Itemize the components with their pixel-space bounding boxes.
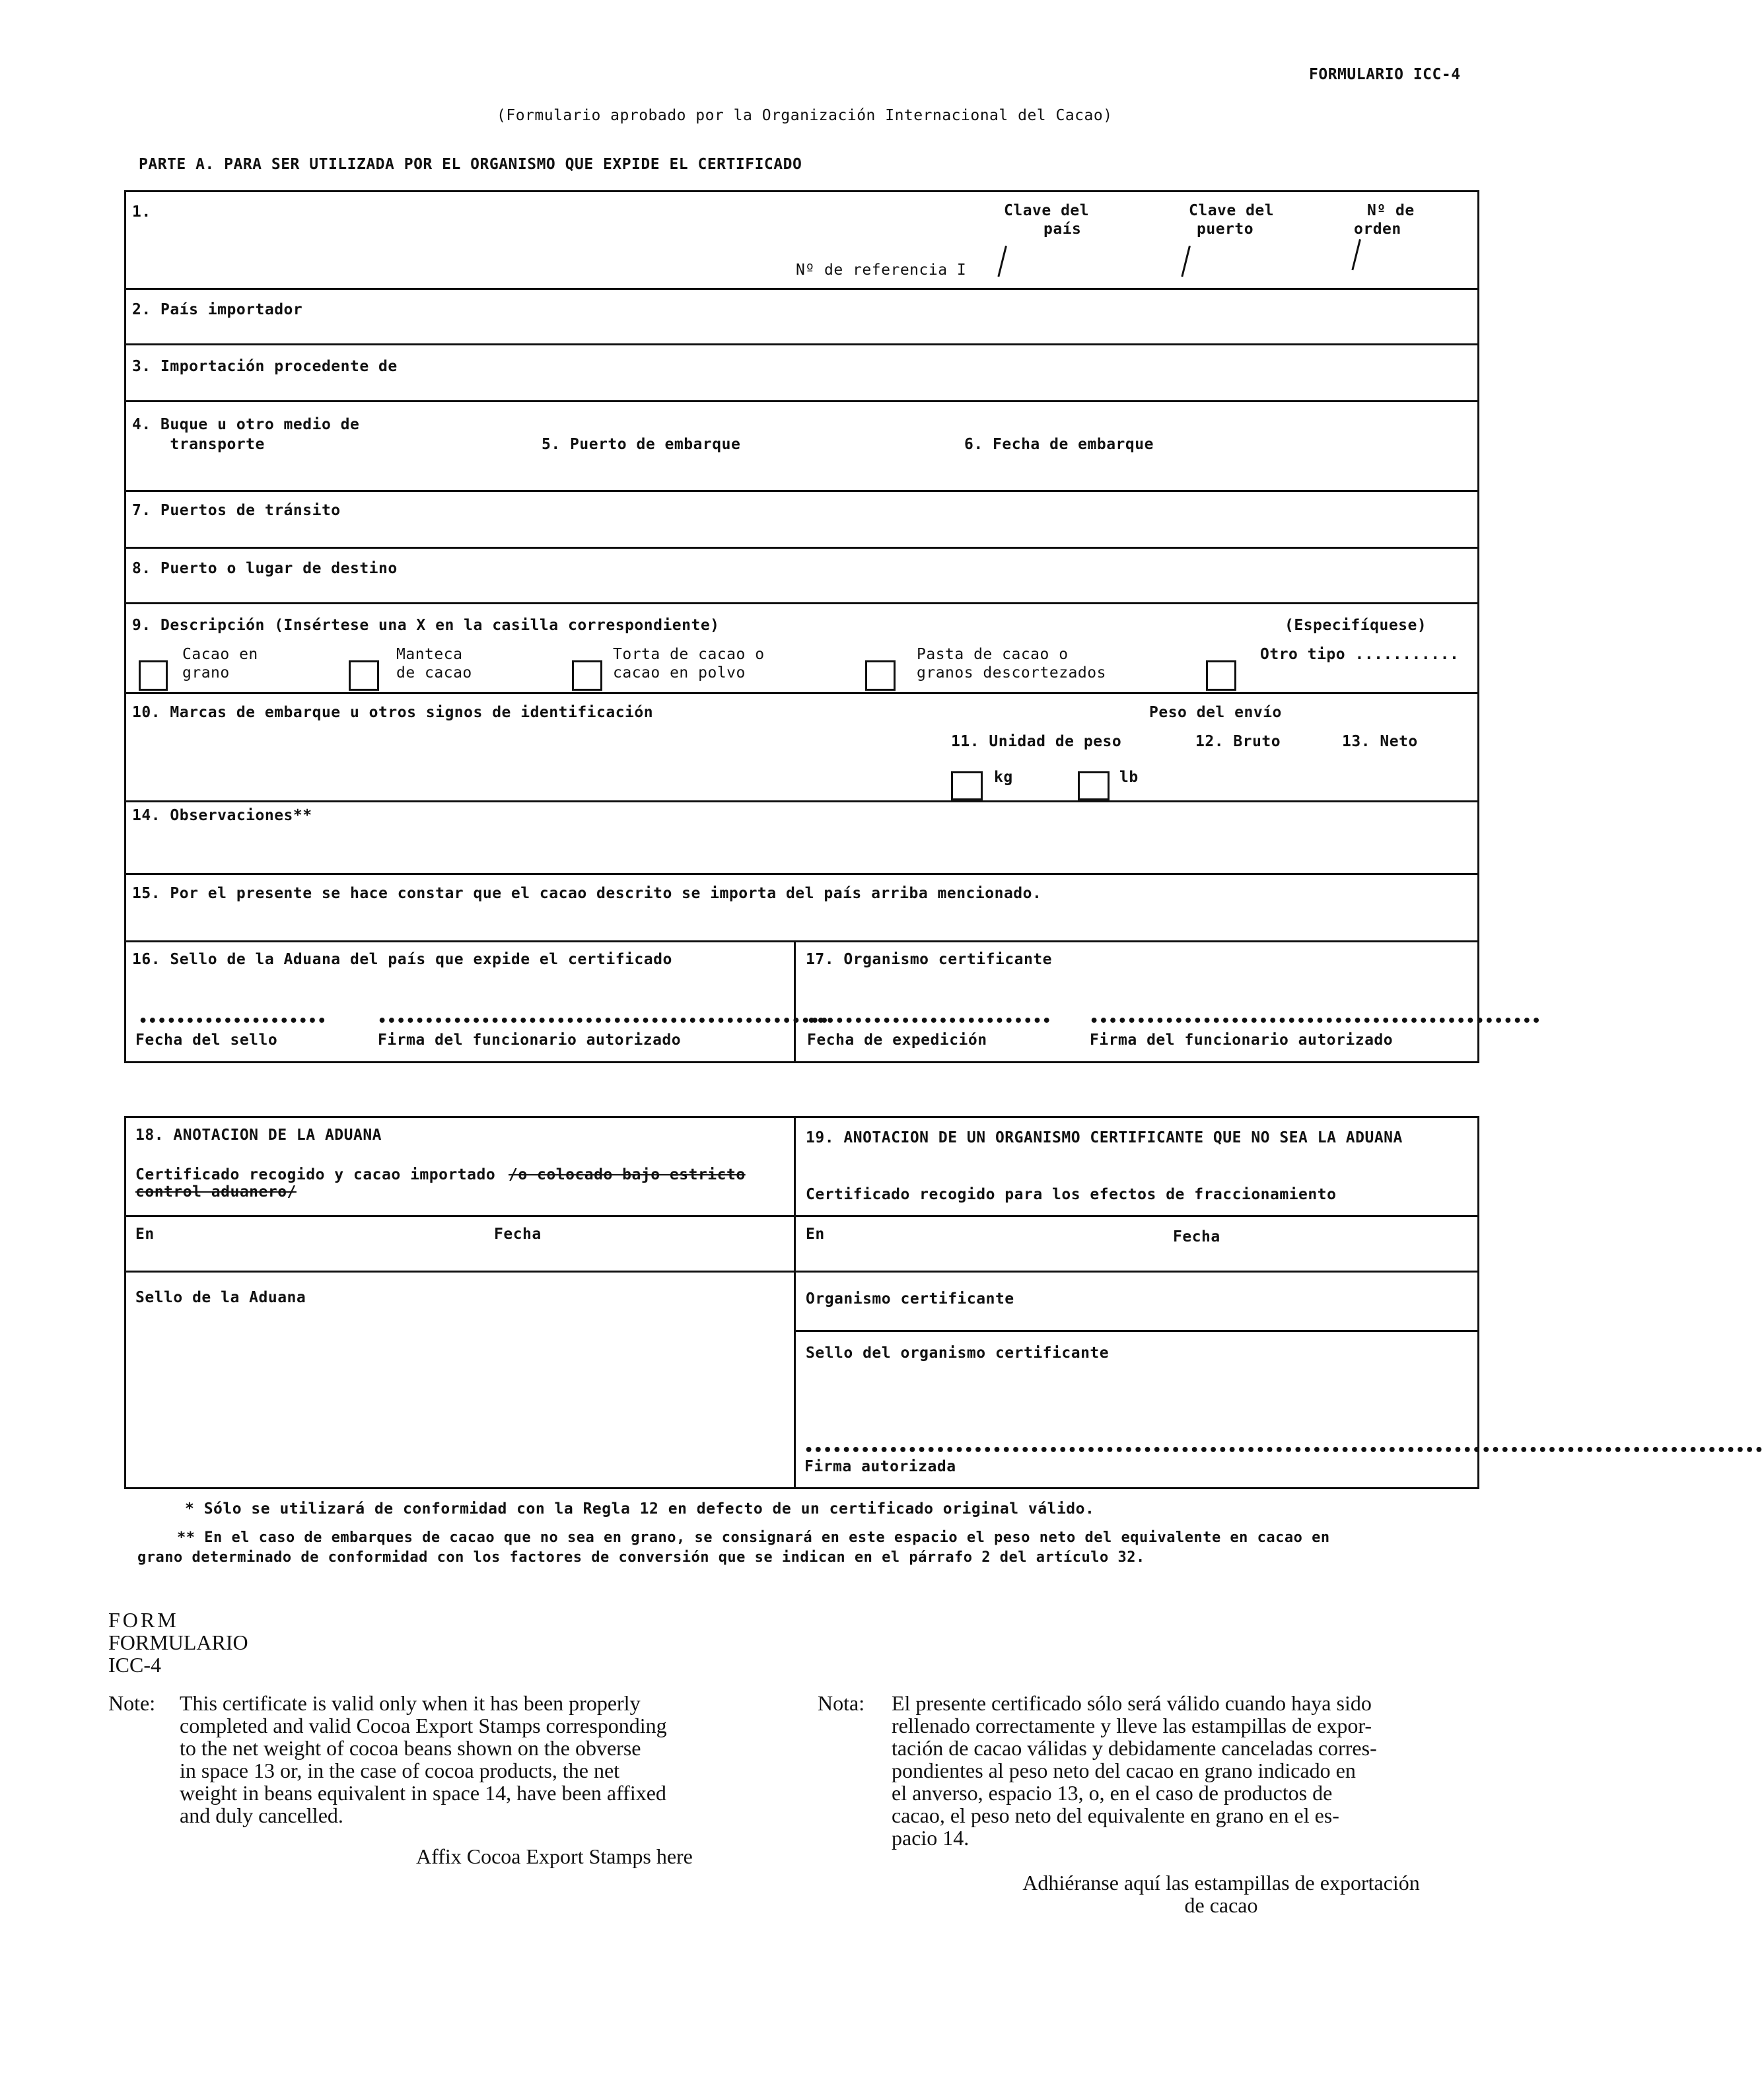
form-line-2: FORMULARIO xyxy=(108,1630,248,1654)
note-line: in space 13 or, in the case of cocoa products, the net xyxy=(180,1759,620,1782)
field-9-descripcion: 9. Descripción (Insértese una X en la casilla correspondiente) xyxy=(132,617,720,634)
checkbox-otro[interactable] xyxy=(1206,660,1236,691)
firma-func-2-line[interactable]: •••••••••••••••••••••••••••••••••••••••••••••••• xyxy=(1090,1013,1541,1030)
note-text-en xyxy=(180,1692,667,1827)
sello-org-label[interactable]: Sello del organismo certificante xyxy=(806,1345,1110,1362)
fecha-exped-line[interactable]: •••••••••••••••••••••••••• xyxy=(807,1013,1052,1030)
peso-envio-label: Peso del envío xyxy=(1149,704,1282,721)
approval-note: (Formulario aprobado por la Organización Internacional del Cacao) xyxy=(497,107,1113,124)
clave-pais-input[interactable] xyxy=(994,243,1018,283)
checkbox-manteca[interactable] xyxy=(349,660,379,691)
f18-strike-1: /o colocado bajo estricto xyxy=(509,1166,746,1183)
opt-cacao-grano-label: Cacao en xyxy=(182,646,258,663)
opt-cacao-grano-label-2: grano xyxy=(182,664,230,682)
note-text-es xyxy=(892,1692,1377,1849)
fecha-exped-label: Fecha de expedición xyxy=(807,1032,987,1049)
field-7-puertos-transito[interactable]: 7. Puertos de tránsito xyxy=(132,502,341,519)
field-5-puerto-embarque[interactable]: 5. Puerto de embarque xyxy=(542,436,741,453)
field-12-bruto[interactable]: 12. Bruto xyxy=(1195,733,1281,750)
checkbox-kg[interactable] xyxy=(951,771,983,800)
organismo-cert-label[interactable]: Organismo certificante xyxy=(806,1290,1014,1308)
field-11-unidad-peso: 11. Unidad de peso xyxy=(951,733,1122,750)
kg-label: kg xyxy=(994,769,1013,786)
back-form-title xyxy=(108,1609,248,1676)
opt-pasta-label: Pasta de cacao o xyxy=(917,646,1069,663)
opt-manteca-label-2: de cacao xyxy=(396,664,472,682)
field-15-declaracion: 15. Por el presente se hace constar que el cacao descrito se importa del país arriba mencionado. xyxy=(132,885,1042,902)
nota-line: pondientes al peso neto del cacao en grano indicado en xyxy=(892,1759,1356,1782)
firma-func-2-label: Firma del funcionario autorizado xyxy=(1090,1032,1394,1049)
opt-otro-label: Otro tipo ........... xyxy=(1260,646,1460,663)
f18-cert-text[interactable]: Certificado recogido y cacao importado xyxy=(135,1166,496,1183)
field-4-buque-line2: transporte xyxy=(132,436,265,453)
fecha-right-label[interactable]: Fecha xyxy=(1173,1228,1220,1245)
field-13-neto[interactable]: 13. Neto xyxy=(1342,733,1418,750)
nota-label: Nota: xyxy=(818,1691,865,1715)
num-orden-label-2: orden xyxy=(1354,221,1401,238)
field-2-pais-importador[interactable]: 2. País importador xyxy=(132,301,303,318)
opt-manteca-label: Manteca xyxy=(396,646,463,663)
firma-autorizada-label: Firma autorizada xyxy=(804,1458,956,1475)
firma-func-1-label: Firma del funcionario autorizado xyxy=(378,1032,682,1049)
f18-strike-2: control aduanero/ xyxy=(135,1183,297,1201)
en-left-label[interactable]: En xyxy=(135,1226,155,1243)
checkbox-cacao-grano[interactable] xyxy=(139,660,168,691)
opt-pasta-label-2: granos descortezados xyxy=(917,664,1106,682)
fecha-sello-label: Fecha del sello xyxy=(135,1032,278,1049)
opt-torta-label: Torta de cacao o xyxy=(613,646,765,663)
footnote-1: * Sólo se utilizará de conformidad con la Regla 12 en defecto de un certificado original válido. xyxy=(185,1500,1095,1518)
checkbox-torta[interactable] xyxy=(572,660,602,691)
clave-puerto-input[interactable] xyxy=(1177,243,1201,283)
fecha-sello-line[interactable]: •••••••••••••••••••• xyxy=(139,1013,327,1030)
nota-line: el anverso, espacio 13, o, en el caso de productos de xyxy=(892,1781,1333,1805)
sello-aduana-label[interactable]: Sello de la Aduana xyxy=(135,1289,306,1306)
form-line-3: ICC-4 xyxy=(108,1653,161,1677)
footnote-2-line2: grano determinado de conformidad con los factores de conversión que se indican en el párrafo 2 del artículo 32. xyxy=(137,1549,1145,1566)
adhieranse-line-1: Adhiéranse aquí las estampillas de exportación xyxy=(1022,1871,1420,1895)
footnote-2-line1: ** En el caso de embarques de cacao que no sea en grano, se consignará en este espacio el peso neto del equivalente en cacao en xyxy=(177,1529,1330,1546)
clave-pais-label-2: país xyxy=(1043,221,1082,238)
field-8-puerto-destino[interactable]: 8. Puerto o lugar de destino xyxy=(132,560,398,577)
especifiquese-label: (Especifíquese) xyxy=(1285,617,1427,634)
nota-line: rellenado correctamente y lleve las estampillas de expor- xyxy=(892,1714,1372,1737)
reference-label: Nº de referencia I xyxy=(796,262,967,279)
field-14-observaciones[interactable]: 14. Observaciones** xyxy=(132,807,312,824)
adhieranse-line-2: de cacao xyxy=(1184,1893,1258,1917)
field-6-fecha-embarque[interactable]: 6. Fecha de embarque xyxy=(964,436,1154,453)
field-18-anotacion-aduana: 18. ANOTACION DE LA ADUANA xyxy=(135,1127,382,1144)
nota-line: pacio 14. xyxy=(892,1826,970,1850)
field-3-importacion-procedente[interactable]: 3. Importación procedente de xyxy=(132,358,398,375)
form-line-1: FORM xyxy=(108,1608,179,1632)
field-10-marcas[interactable]: 10. Marcas de embarque u otros signos de identificación xyxy=(132,704,654,721)
field-1-number: 1. xyxy=(132,203,151,221)
checkbox-lb[interactable] xyxy=(1078,771,1110,800)
part-a-heading: PARTE A. PARA SER UTILIZADA POR EL ORGANISMO QUE EXPIDE EL CERTIFICADO xyxy=(139,156,802,173)
clave-puerto-label: Clave del xyxy=(1189,202,1275,219)
note-label: Note: xyxy=(108,1691,156,1715)
field-4-buque[interactable]: 4. Buque u otro medio de xyxy=(132,416,360,433)
note-line: This certificate is valid only when it has been properly xyxy=(180,1691,641,1715)
firma-autorizada-line[interactable]: •••••••••••••••••••••••••••••••••••••••••••••••••••••••••••••••••••••••••••••••••••••••••••••••••••••• xyxy=(804,1442,1764,1459)
num-orden-label: Nº de xyxy=(1367,202,1415,219)
note-line: to the net weight of cocoa beans shown on the obverse xyxy=(180,1736,641,1760)
nota-line: El presente certificado sólo será válido cuando haya sido xyxy=(892,1691,1372,1715)
field-17-organismo-certificante[interactable]: 17. Organismo certificante xyxy=(806,951,1053,968)
opt-torta-label-2: cacao en polvo xyxy=(613,664,746,682)
form-code: FORMULARIO ICC-4 xyxy=(1309,66,1461,83)
adhieranse-label xyxy=(967,1871,1475,1916)
note-line: completed and valid Cocoa Export Stamps corresponding xyxy=(180,1714,667,1737)
fecha-left-label[interactable]: Fecha xyxy=(494,1226,542,1243)
lb-label: lb xyxy=(1119,769,1139,786)
f19-cert-text[interactable]: Certificado recogido para los efectos de fraccionamiento xyxy=(806,1186,1337,1203)
checkbox-pasta[interactable] xyxy=(865,660,896,691)
firma-func-1-line[interactable]: •••••••••••••••••••••••••••••••••••••••••••••••• xyxy=(378,1013,829,1030)
affix-stamps-label: Affix Cocoa Export Stamps here xyxy=(416,1844,693,1868)
num-orden-input[interactable] xyxy=(1349,236,1372,276)
field-19-anotacion-organismo: 19. ANOTACION DE UN ORGANISMO CERTIFICANTE QUE NO SEA LA ADUANA xyxy=(806,1129,1403,1146)
clave-pais-label: Clave del xyxy=(1004,202,1090,219)
nota-line: cacao, el peso neto del equivalente en grano en el es- xyxy=(892,1803,1339,1827)
field-16-sello-aduana[interactable]: 16. Sello de la Aduana del país que expide el certificado xyxy=(132,951,672,968)
note-line: weight in beans equivalent in space 14, have been affixed xyxy=(180,1781,666,1805)
nota-line: tación de cacao válidas y debidamente canceladas corres- xyxy=(892,1736,1377,1760)
note-line: and duly cancelled. xyxy=(180,1803,343,1827)
en-right-label[interactable]: En xyxy=(806,1226,825,1243)
clave-puerto-label-2: puerto xyxy=(1197,221,1254,238)
